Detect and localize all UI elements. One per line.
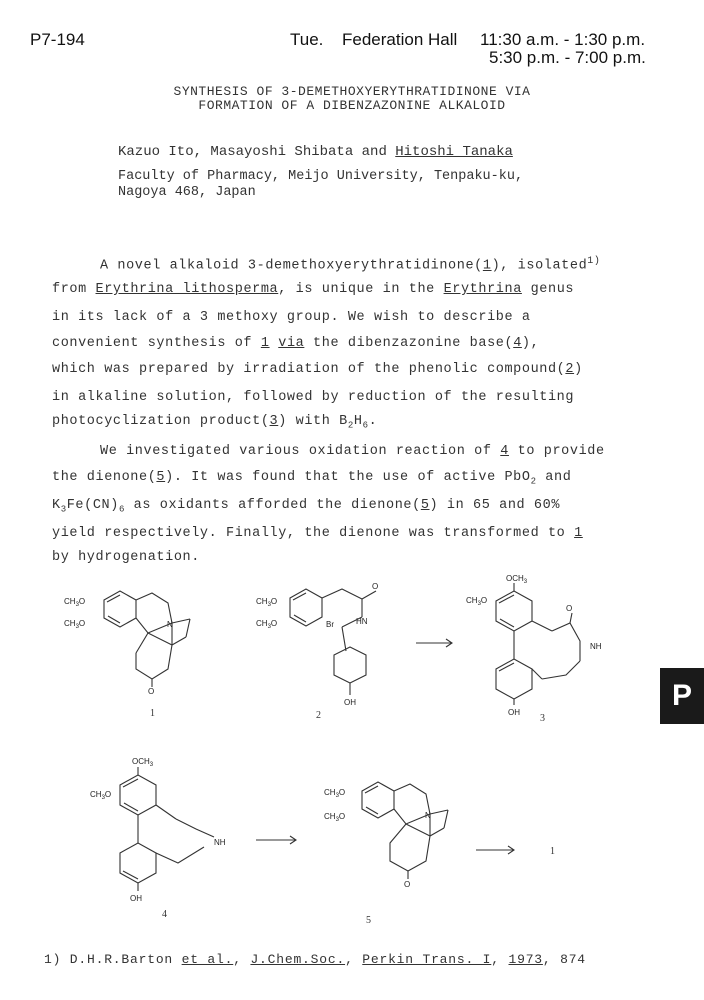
abstract-code: P7-194 bbox=[30, 30, 85, 49]
svg-text:N: N bbox=[425, 811, 431, 820]
presenting-author: Hitoshi Tanaka bbox=[395, 144, 513, 160]
svg-text:N: N bbox=[167, 620, 173, 629]
body-line-6: in alkaline solution, followed by reduction of the resulting bbox=[52, 390, 575, 405]
svg-text:O: O bbox=[148, 687, 155, 696]
svg-text:CH3O: $CH_3O$ bbox=[64, 619, 86, 630]
author-names: Kazuo Ito, Masayoshi Shibata and bbox=[118, 144, 387, 160]
svg-text:CH3O: $CH_3O$ bbox=[256, 597, 278, 608]
svg-text:Br: Br bbox=[326, 620, 334, 629]
body-line-12: by hydrogenation. bbox=[52, 550, 200, 565]
paper-title-line-1: SYNTHESIS OF 3-DEMETHOXYERYTHRATIDINONE VIA bbox=[173, 84, 531, 99]
svg-text:O: O bbox=[372, 582, 379, 591]
body-line-4: convenient synthesis of 1 via the dibenzazonine base(4), bbox=[52, 336, 540, 351]
body-line-8: We investigated various oxidation reaction of 4 to provide bbox=[100, 444, 605, 459]
authors bbox=[118, 144, 513, 160]
structure-compound-2 bbox=[256, 582, 378, 721]
svg-text:HN: HN bbox=[356, 617, 368, 626]
svg-text:CH3O: $CH_3O$ bbox=[324, 788, 346, 799]
body-line-5: which was prepared by irradiation of the phenolic compound(2) bbox=[52, 362, 583, 377]
body-line-2: from Erythrina lithosperma, is unique in the Erythrina genus bbox=[52, 282, 575, 297]
svg-text:CH3O: $CH_3O$ bbox=[90, 790, 112, 801]
body-line-9: the dienone(5). It was found that the use of active PbO$_2$ and bbox=[52, 470, 572, 487]
body-line-7: photocyclization product(3) with $B_2H_6$. bbox=[52, 414, 378, 431]
body-line-1: A novel alkaloid 3-demethoxyerythratidinone(1), isolated$^{1)}$ bbox=[100, 256, 601, 274]
svg-text:CH3O: $CH_3O$ bbox=[466, 596, 488, 607]
svg-text:OH: OH bbox=[344, 698, 356, 707]
structure-compound-1 bbox=[64, 591, 190, 719]
session-time-2: 5:30 p.m. - 7:00 p.m. bbox=[489, 48, 646, 67]
session-time-1: 11:30 a.m. - 1:30 p.m. bbox=[480, 30, 646, 49]
body-line-3: in its lack of a 3 methoxy group. We wish to describe a bbox=[52, 310, 531, 325]
svg-text:O: O bbox=[404, 880, 411, 889]
svg-text:CH3O: $CH_3O$ bbox=[324, 812, 346, 823]
svg-text:OCH3: $OCH_3$ bbox=[506, 575, 528, 585]
structure-compound-5 bbox=[324, 782, 448, 926]
svg-text:NH: NH bbox=[590, 642, 602, 651]
footnote-reference: 1) D.H.R.Barton et al., J.Chem.Soc., Perkin Trans. I, 1973, 874 bbox=[44, 952, 586, 967]
compound-label-3: 3 bbox=[540, 713, 545, 724]
session-venue: Federation Hall bbox=[342, 30, 458, 49]
svg-text:OCH3: $OCH_3$ bbox=[132, 757, 154, 768]
affiliation-line-1: Faculty of Pharmacy, Meijo University, Tenpaku-ku, bbox=[118, 169, 524, 184]
reaction-scheme bbox=[0, 575, 704, 945]
section-tab-p: P bbox=[660, 668, 704, 724]
session-day: Tue. bbox=[290, 30, 324, 49]
compound-label-4: 4 bbox=[162, 909, 167, 920]
structure-compound-3 bbox=[466, 575, 602, 724]
compound-label-1: 1 bbox=[150, 708, 155, 719]
body-line-11: yield respectively. Finally, the dienone was transformed to 1 bbox=[52, 526, 583, 541]
final-product-label: 1 bbox=[550, 846, 555, 857]
compound-label-2: 2 bbox=[316, 710, 321, 721]
paper-title-line-2: FORMATION OF A DIBENZAZONINE ALKALOID bbox=[198, 98, 506, 113]
structure-compound-4 bbox=[90, 757, 226, 920]
svg-text:CH3O: $CH_3O$ bbox=[256, 619, 278, 630]
svg-text:NH: NH bbox=[214, 838, 226, 847]
svg-text:CH3O: $CH_3O$ bbox=[64, 597, 86, 608]
svg-text:OH: OH bbox=[508, 708, 520, 717]
compound-label-5: 5 bbox=[366, 915, 371, 926]
affiliation-line-2: Nagoya 468, Japan bbox=[118, 185, 256, 200]
svg-text:OH: OH bbox=[130, 894, 142, 903]
body-line-10: $K_3Fe(CN)_6$ as oxidants afforded the dienone(5) in 65 and 60% bbox=[52, 498, 561, 515]
svg-text:O: O bbox=[566, 604, 573, 613]
